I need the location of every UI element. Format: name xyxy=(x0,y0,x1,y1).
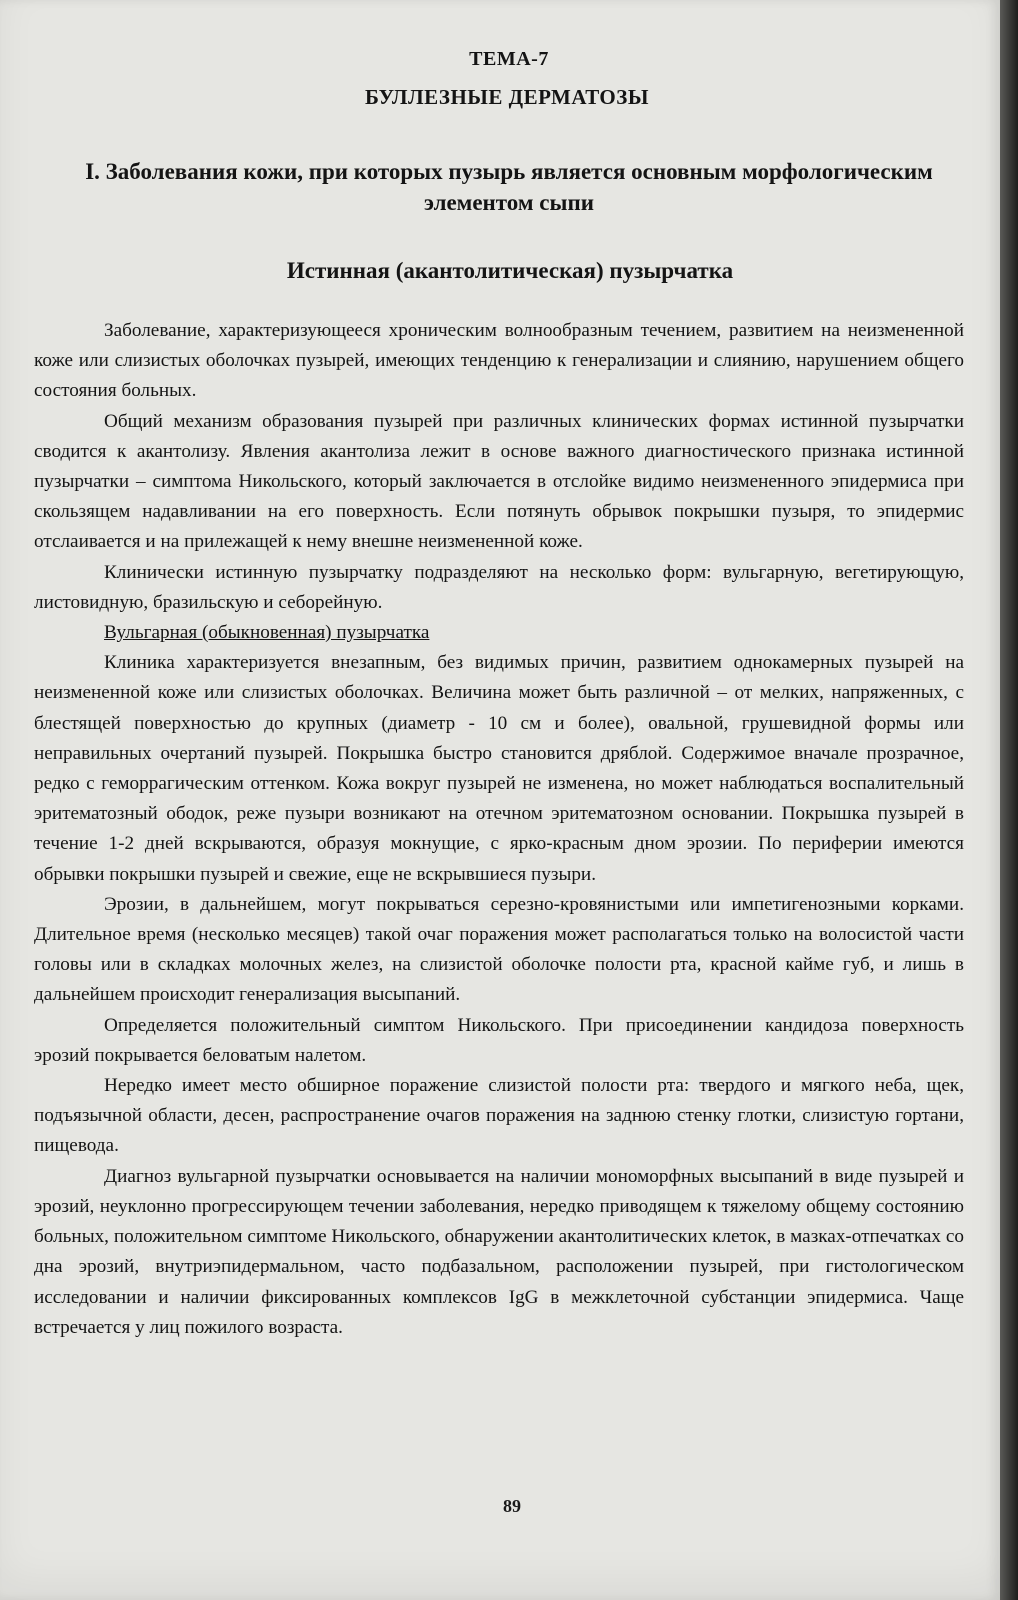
page-content xyxy=(34,30,964,1343)
paragraph-mechanism: Общий механизм образования пузырей при различных клинических формах истинной пузырчатки сводится к акантолизу. Явления акантолиза лежит в основе важного диагностического признака истинной пузырчатки – симптома Никольского, который заключается в отслойке видимо неизмененного эпидермиса при скользящем надавливании на его поверхность. Если потянуть обрывок покрышки пузыря, то эпидермис отслаивается и на прилежащей к нему внешне неизмененной коже. xyxy=(34,410,964,553)
page-title: БУЛЛЕЗНЫЕ ДЕРМАТОЗЫ xyxy=(365,85,649,109)
vulgaris-subtitle: Вульгарная (обыкновенная) пузырчатка xyxy=(104,622,430,644)
paragraph-subtitle-vulgaris xyxy=(34,618,964,648)
paragraph-erosions: Эрозии, в дальнейшем, могут покрываться серезно-кровянистыми или импетигенозными корками. Длительное время (несколько месяцев) такой очаг поражения может располагаться только на волосистой части головы или в складках молочных желез, на слизистой оболочке полости рта, красной кайме губ, и лишь в дальнейшем происходит генерализация высыпаний. xyxy=(34,893,964,1006)
subsection-heading: Истинная (акантолитическая) пузырчатка xyxy=(286,258,734,283)
paragraph-nikolsky: Определяется положительный симптом Никольского. При присоединении кандидоза поверхность эрозий покрывается беловатым налетом. xyxy=(34,1014,964,1066)
paragraph-diagnosis: Диагноз вульгарной пузырчатки основывается на наличии мономорфных высыпаний в виде пузырей и эрозий, неуклонно прогрессирующем течении заболевания, нередко приводящем к тяжелому общему состоянию больных, положительном симптоме Никольского, обнаружении акантолитических клеток, в мазках-отпечатках со дна эрозий, внутриэпидермальном, часто подбазальном, расположении пузырей, при гистологическом исследовании и наличии фиксированных комплексов IgG в межклеточной субстанции эпидермиса. Чаще встречается у лиц пожилого возраста. xyxy=(34,1165,964,1338)
section-heading: I. Заболевания кожи, при которых пузырь является основным морфологическим элементом сыпи xyxy=(85,159,933,215)
paragraph-clinic: Клиника характеризуется внезапным, без видимых причин, развитием однокамерных пузырей на неизмененной коже или слизистых оболочках. Величина может быть различной – от мелких, напряженных, с блестящей поверхностью до крупных (диаметр - 10 см и более), овальной, грушевидной формы или неправильных очертаний пузырей. Покрышка быстро становится дряблой. Содержимое вначале прозрачное, редко с геморрагическим оттенком. Кожа вокруг пузырей не изменена, но может наблюдаться воспалительный эритематозный ободок, реже пузыри возникают на отечном эритематозном основании. Покрышка пузырей в течение 1-2 дней вскрываются, образуя мокнущие, с ярко-красным дном эрозии. По периферии имеются обрывки покрышки пузырей и свежие, еще не вскрывшиеся пузыри. xyxy=(34,652,964,885)
page-number: 89 xyxy=(503,1496,521,1516)
paragraph-mucosa: Нередко имеет место обширное поражение слизистой полости рта: твердого и мягкого неба, щек, подъязычной области, десен, распространение очагов поражения на заднюю стенку глотки, слизистую гортани, пищевода. xyxy=(34,1075,964,1157)
topic-label: ТЕМА-7 xyxy=(469,48,549,70)
paragraph-definition: Заболевание, характеризующееся хроническим волнообразным течением, развитием на неизмененной коже или слизистых оболочках пузырей, имеющих тенденцию к генерализации и слиянию, нарушением общего состояния больных. xyxy=(34,320,964,402)
book-edge-shadow xyxy=(1000,0,1018,1600)
paragraph-forms: Клинически истинную пузырчатку подразделяют на несколько форм: вульгарную, вегетирующую, листовидную, бразильскую и себорейную. xyxy=(34,561,964,613)
body-text xyxy=(34,316,964,1343)
